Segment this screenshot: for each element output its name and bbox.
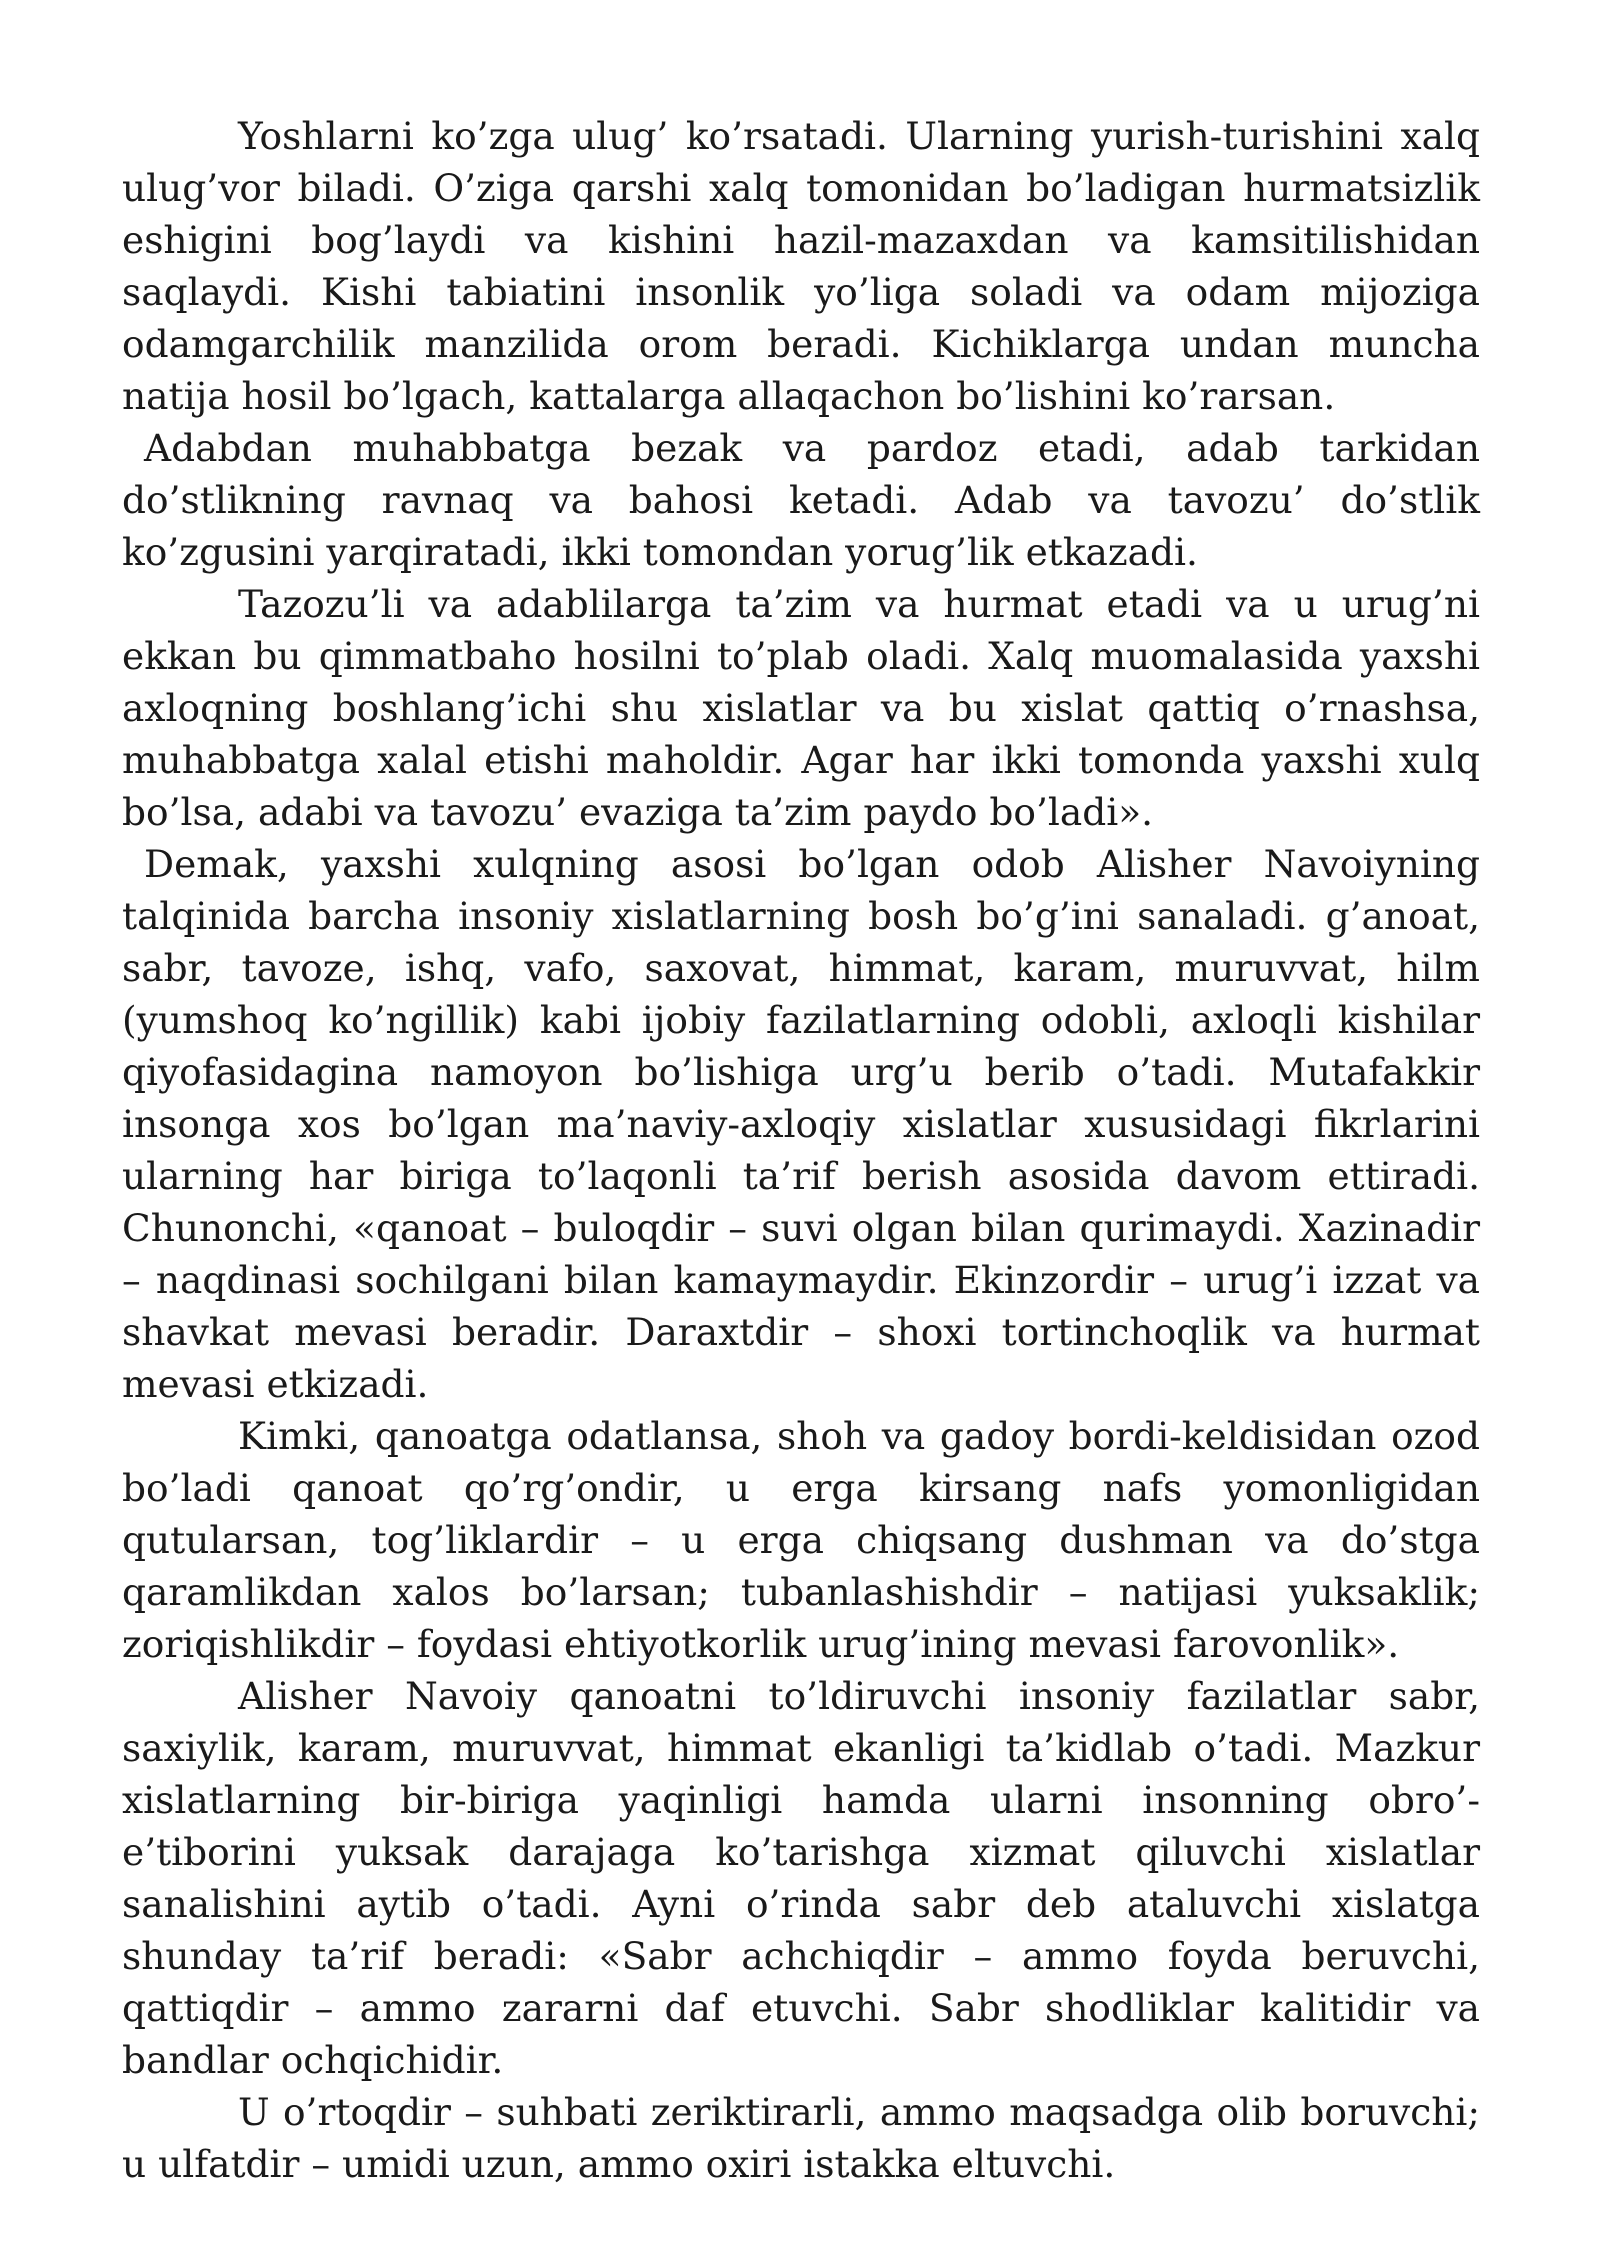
paragraph-5: Kimki, qanoatga odatlansa, shoh va gadoy bordi-keldisidan ozod bo’ladi qanoat qo’rg’ondir, u erga kirsang nafs yomonligidan qutularsan, tog’liklardir – u erga chiqsang dushman va do’stga qaramlikdan xalos bo’larsan; tubanlashishdir – natijasi yuksaklik; zoriqishlikdir – foydasi ehtiyotkorlik urug’ining mevasi farovonlik».: [122, 1414, 1480, 1666]
document-page: [122, 110, 1480, 2190]
paragraph-6: Alisher Navoiy qanoatni to’ldiruvchi insoniy fazilatlar sabr, saxiylik, karam, muruvvat, himmat ekanligi ta’kidlab o’tadi. Mazkur xislatlarning bir-biriga yaqinligi hamda ularni insonning obro’-e’tiborini yuksak darajaga ko’tarishga xizmat qiluvchi xislatlar sanalishini aytib o’tadi. Ayni o’rinda sabr deb ataluvchi xislatga shunday ta’rif beradi: «Sabr achchiqdir – ammo foyda beruvchi, qattiqdir – ammo zararni daf etuvchi. Sabr shodliklar kalitidir va bandlar ochqichidir.: [122, 1674, 1480, 2082]
paragraph-7: U o’rtoqdir – suhbati zeriktirarli, ammo maqsadga olib boruvchi; u ulfatdir – umidi uzun, ammo oxiri istakka eltuvchi.: [122, 2090, 1480, 2186]
paragraph-3: Tazozu’li va adablilarga ta’zim va hurmat etadi va u urug’ni ekkan bu qimmatbaho hosilni to’plab oladi. Xalq muomalasida yaxshi axloqning boshlang’ichi shu xislatlar va bu xislat qattiq o’rnashsa, muhabbatga xalal etishi maholdir. Agar har ikki tomonda yaxshi xulq bo’lsa, adabi va tavozu’ evaziga ta’zim paydo bo’ladi».: [122, 582, 1480, 834]
paragraph-1: Yoshlarni ko’zga ulug’ ko’rsatadi. Ularning yurish-turishini xalq ulug’vor biladi. O’ziga qarshi xalq tomonidan bo’ladigan hurmatsizlik eshigini bog’laydi va kishini hazil-mazaxdan va kamsitilishidan saqlaydi. Kishi tabiatini insonlik yo’liga soladi va odam mijoziga odamgarchilik manzilida orom beradi. Kichiklarga undan muncha natija hosil bo’lgach, kattalarga allaqachon bo’lishini ko’rarsan.: [122, 114, 1480, 418]
paragraph-4: Demak, yaxshi xulqning asosi bo’lgan odob Alisher Navoiyning talqinida barcha insoniy xislatlarning bosh bo’g’ini sanaladi. g’anoat, sabr, tavoze, ishq, vafo, saxovat, himmat, karam, muruvvat, hilm (yumshoq ko’ngillik) kabi ijobiy fazilatlarning odobli, axloqli kishilar qiyofasidagina namoyon bo’lishiga urg’u berib o’tadi. Mutafakkir insonga xos bo’lgan ma’naviy-axloqiy xislatlar xususidagi fikrlarini ularning har biriga to’laqonli ta’rif berish asosida davom ettiradi. Chunonchi, «qanoat – buloqdir – suvi olgan bilan qurimaydi. Xazinadir – naqdinasi sochilgani bilan kamaymaydir. Ekinzordir – urug’i izzat va shavkat mevasi beradir. Daraxtdir – shoxi tortinchoqlik va hurmat mevasi etkizadi.: [122, 842, 1480, 1406]
paragraph-2: Adabdan muhabbatga bezak va pardoz etadi, adab tarkidan do’stlikning ravnaq va bahosi ketadi. Adab va tavozu’ do’stlik ko’zgusini yarqiratadi, ikki tomondan yorug’lik etkazadi.: [122, 426, 1480, 574]
